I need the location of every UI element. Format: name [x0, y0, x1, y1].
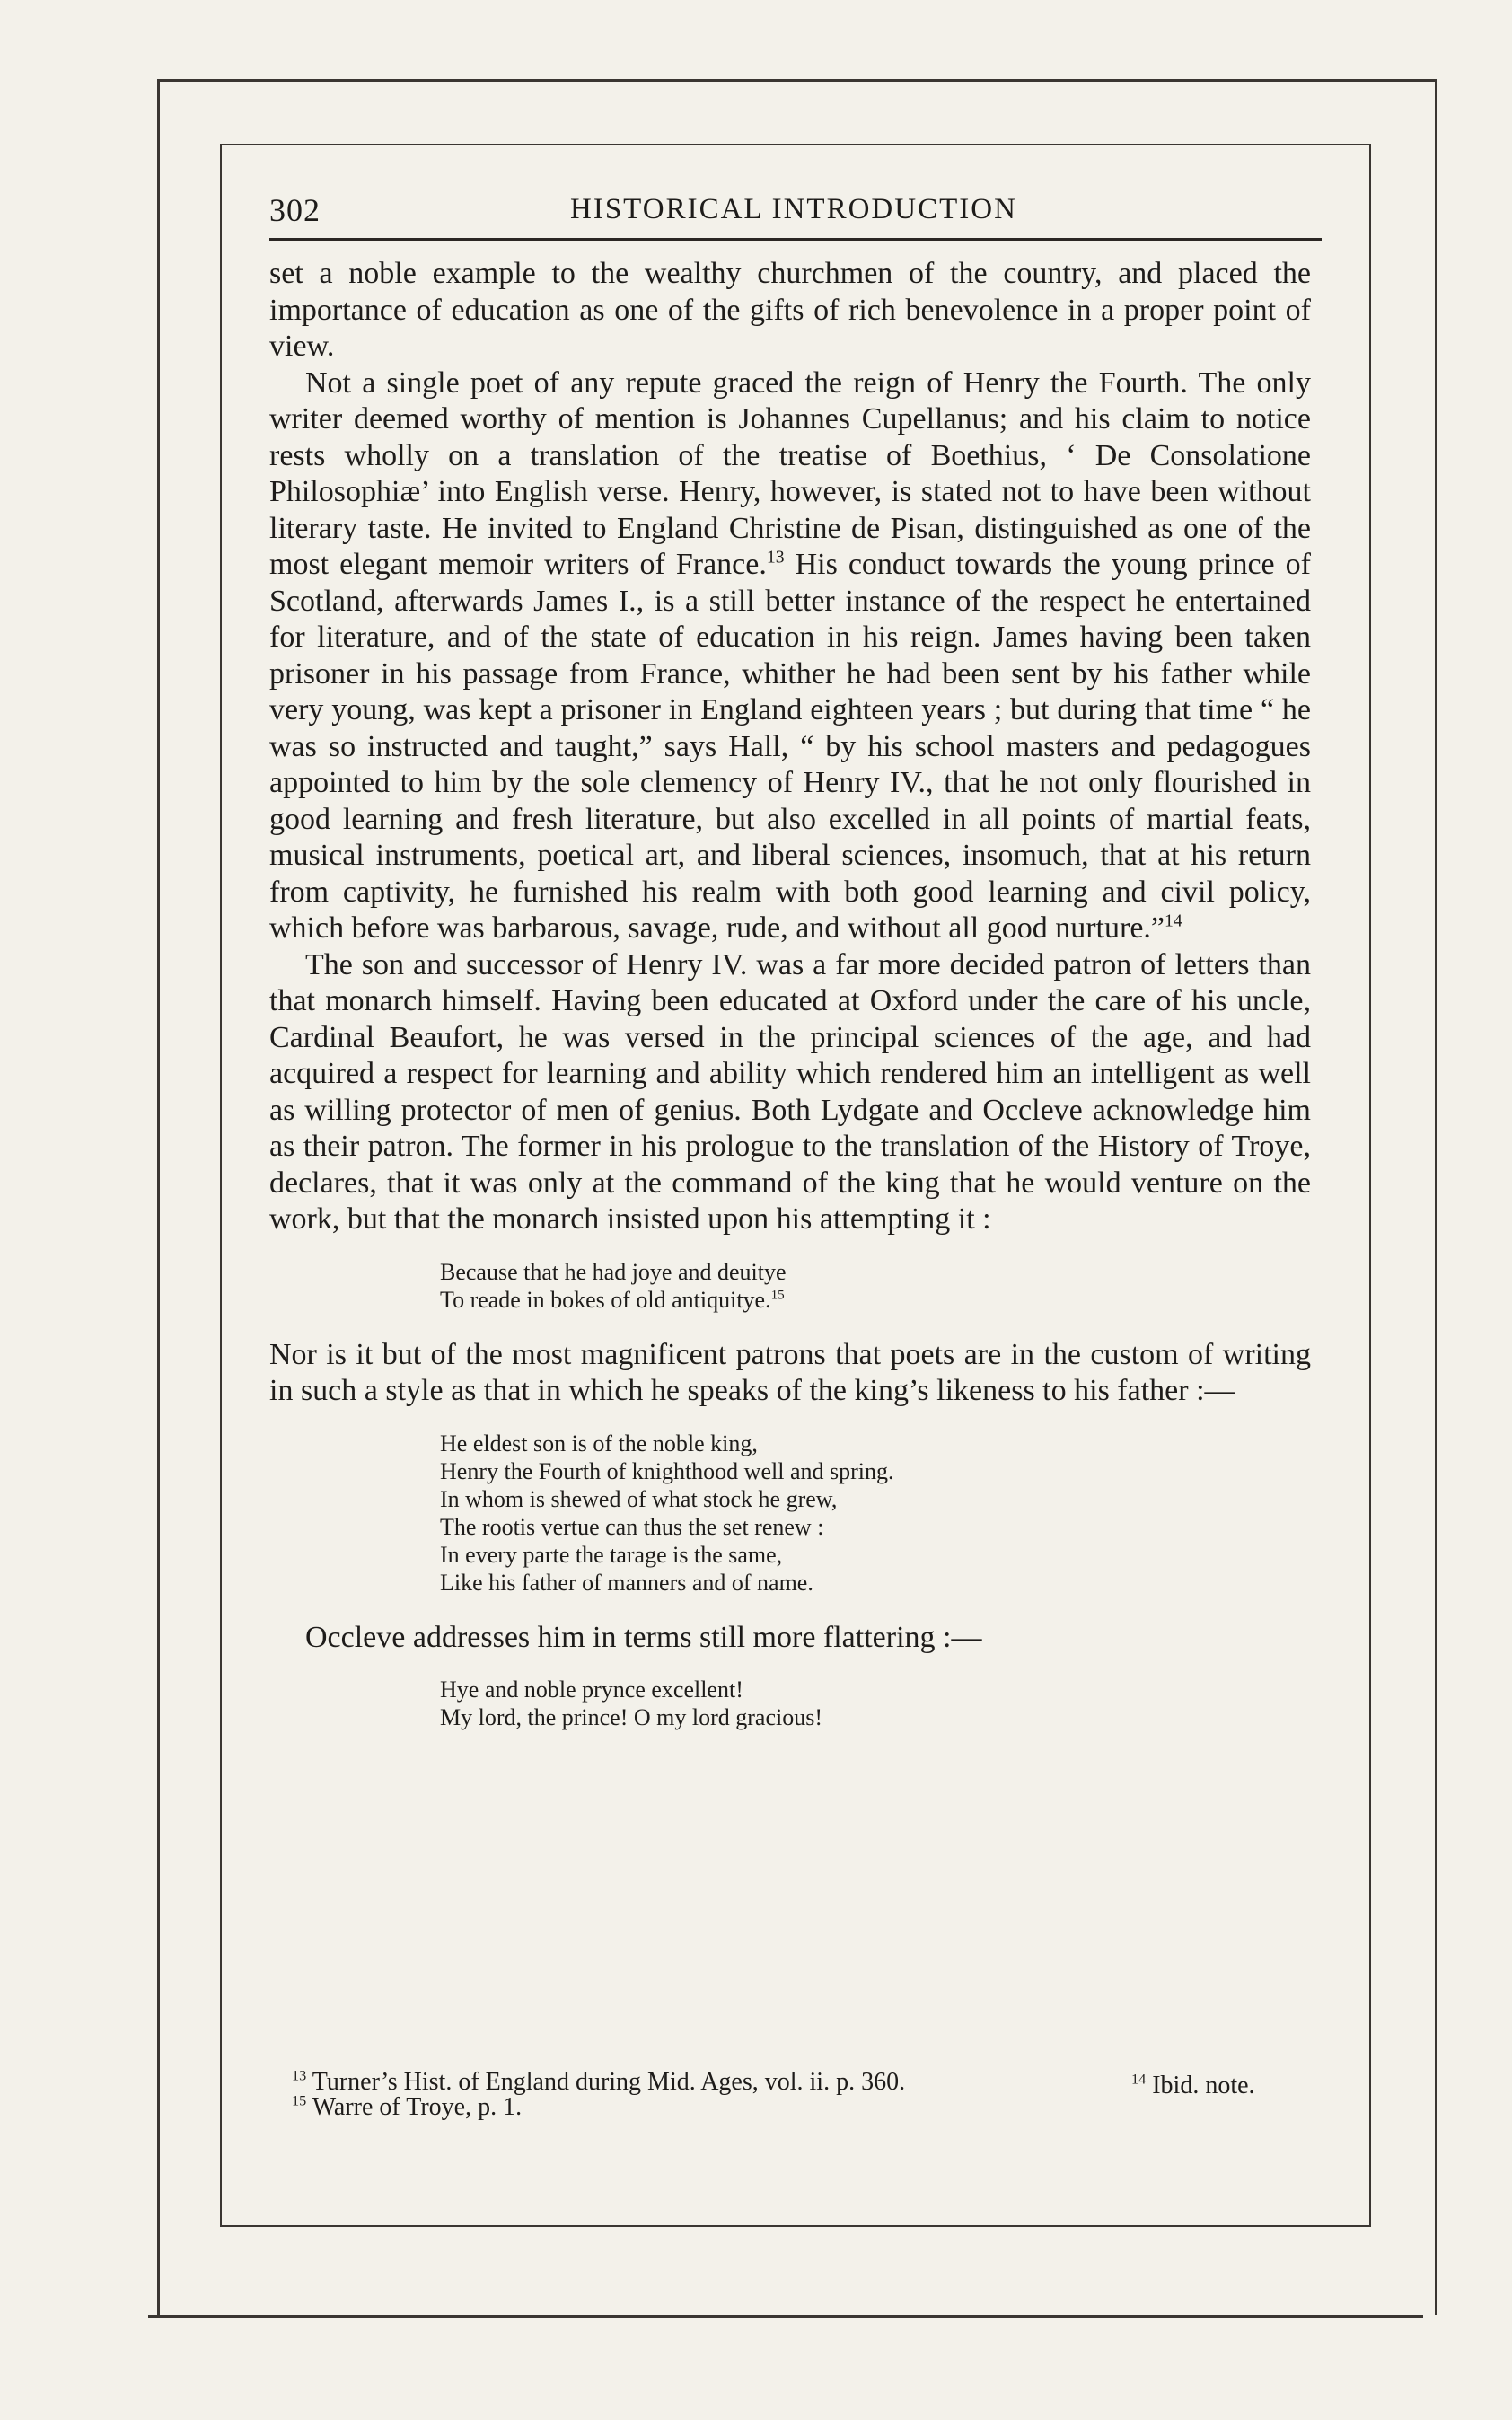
frame-right-rule [1435, 79, 1437, 2315]
running-head: HISTORICAL INTRODUCTION [570, 193, 1017, 225]
main-text [269, 256, 1311, 1731]
verse-line: He eldest son is of the noble king, [440, 1430, 758, 1456]
footnote-text: Ibid. note. [1152, 2072, 1255, 2099]
inner-frame-right-rule [1369, 144, 1371, 2227]
footnote-ref-14: 14 [1165, 911, 1182, 931]
verse-line: The rootis vertue can thus the set renew : [440, 1513, 824, 1540]
page-number: 302 [269, 192, 321, 228]
footnote-text: Turner’s Hist. of England during Mid. Ages, vol. ii. p. 360. [312, 2068, 906, 2096]
paragraph-2-continuation: His conduct towards the young prince of Scotland, afterwards James I., is a still better instance of the respect he entertained for literature, and of the state of education in his reign. James having been taken prisoner in his passage from France, whither he had been sent by his father while very young, was kept a prisoner in England eighteen years ; but during that time “ he was so instructed and taught,” says Hall, “ by his school masters and pedagogues appointed to him by the sole clemency of Henry IV., that he not only flourished in good learning and fresh literature, but also excelled in all points of martial feats, musical instruments, poetical art, and liberal sciences, insomuch, that at his return from captivity, he furnished his realm with both good learning and civil policy, which before was barbarous, savage, rude, and without all good nurture.” [269, 548, 1311, 945]
frame-left-rule [157, 79, 160, 2315]
footnote-mark: 15 [292, 2092, 307, 2109]
paragraph-1: set a noble example to the wealthy churchmen of the country, and placed the importance of education as one of the gifts of rich benevolence in a proper point of view. [269, 257, 1311, 363]
verse-block-1 [440, 1258, 1311, 1314]
paragraph-5: Occleve addresses him in terms still more flattering :— [305, 1620, 982, 1654]
inner-frame-bottom-rule [220, 2225, 1371, 2227]
verse-line: My lord, the prince! O my lord gracious! [440, 1704, 823, 1730]
frame-bottom-rule [148, 2315, 1423, 2318]
paragraph-3: The son and successor of Henry IV. was a far more decided patron of letters than that monarch himself. Having been educated at Oxford under the care of his uncle, Cardinal Beaufort, he was versed in the principal sciences of the age, and had acquired a respect for learning and ability which rendered him an intelligent as well as willing protector of men of genius. Both Lydgate and Occleve acknowledge him as their patron. The former in his prologue to the translation of the History of Troye, declares, that it was only at the command of the king that he would venture on the work, but that the monarch insisted upon his attempting it : [269, 947, 1311, 1236]
verse-line: In every parte the tarage is the same, [440, 1541, 783, 1568]
verse-line: Hye and noble prynce excellent! [440, 1676, 743, 1703]
verse-line: In whom is shewed of what stock he grew, [440, 1485, 838, 1512]
paragraph-4: Nor is it but of the most magnificent patrons that poets are in the custom of writing in such a style as that in which he speaks of the king’s likeness to his father :— [269, 1337, 1311, 1407]
footnote-mark: 13 [292, 2067, 307, 2084]
frame-top-rule [157, 79, 1437, 82]
verse-block-3 [440, 1676, 1311, 1731]
verse-line: Like his father of manners and of name. [440, 1569, 813, 1596]
verse-line: Because that he had joye and deuitye [440, 1258, 787, 1285]
page-header [269, 184, 1322, 241]
footnote-13 [292, 2067, 1306, 2099]
inner-frame-top-rule [220, 144, 1371, 145]
paragraph-2 [269, 365, 1311, 947]
verse-line [440, 1286, 1311, 1314]
verse-line-text: To reade in bokes of old antiquitye. [440, 1286, 771, 1313]
verse-line: Henry the Fourth of knighthood well and spring. [440, 1457, 894, 1484]
footnotes [292, 2067, 1306, 2121]
footnote-ref-13: 13 [766, 547, 785, 568]
footnote-mark: 14 [1131, 2071, 1147, 2088]
inner-frame-left-rule [220, 144, 222, 2227]
verse-block-2 [440, 1430, 1311, 1597]
footnote-15 [292, 2092, 1306, 2121]
paragraph-2-text: Not a single poet of any repute graced the reign of Henry the Fourth. The only writer deemed worthy of mention is Johannes Cupellanus; and his claim to notice rests wholly on a translation of the treatise of Boethius, ‘ De Consolatione Philosophiæ’ into English verse. Henry, however, is stated not to have been without literary taste. He invited to England Christine de Pisan, distinguished as one of the most elegant memoir writers of France. [269, 365, 1311, 581]
footnote-text: Warre of Troye, p. 1. [312, 2093, 523, 2121]
footnote-ref-15: 15 [770, 1287, 785, 1302]
